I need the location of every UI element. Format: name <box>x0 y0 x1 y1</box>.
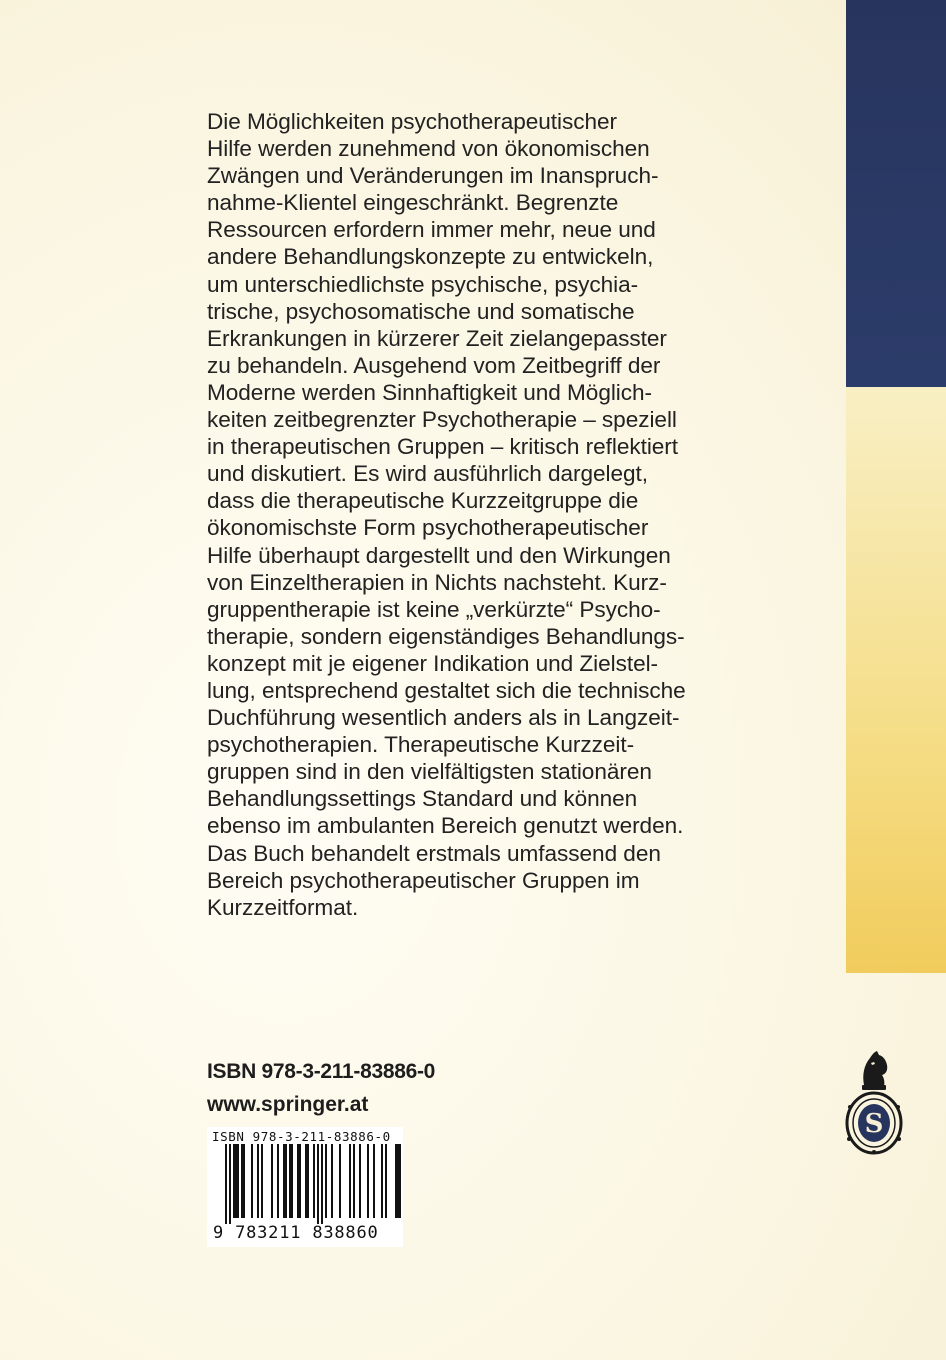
barcode-bar <box>305 1144 307 1218</box>
barcode-bar <box>307 1144 309 1218</box>
side-band-navy <box>846 0 946 387</box>
barcode-bar <box>297 1144 299 1218</box>
description-line: Zwängen und Veränderungen im Inanspruch- <box>207 163 659 189</box>
description-line: therapie, sondern eigenständiges Behandlungs- <box>207 623 685 649</box>
description-line: nahme-Klientel eingeschränkt. Begrenzte <box>207 190 619 216</box>
description-line: um unterschiedlichste psychische, psychia- <box>207 271 639 297</box>
barcode-bar <box>397 1144 399 1218</box>
barcode-bars-icon <box>207 1144 403 1224</box>
description-line: dass die therapeutische Kurzzeitgruppe die <box>207 488 639 514</box>
description-line: ebenso im ambulanten Bereich genutzt werden. <box>207 813 684 839</box>
logo-monogram: S <box>864 1109 884 1139</box>
barcode-bar <box>283 1144 285 1218</box>
barcode-bar <box>367 1144 369 1218</box>
barcode-bar <box>331 1144 333 1218</box>
description-line: Kurzzeitformat. <box>207 894 359 920</box>
barcode-bar <box>317 1144 319 1224</box>
description-line: psychotherapien. Therapeutische Kurzzeit- <box>207 732 635 758</box>
barcode-bar <box>385 1144 387 1218</box>
barcode-digits: 9 783211 838860 <box>213 1223 379 1243</box>
barcode-bar <box>257 1144 259 1218</box>
isbn-label: ISBN 978-3-211-83886-0 <box>207 1060 436 1083</box>
description-line: Hilfe überhaupt dargestellt und den Wirkungen <box>207 542 671 568</box>
cover-side-band <box>846 0 946 1360</box>
description-line: und diskutiert. Es wird ausführlich dargelegt, <box>207 461 649 487</box>
description-line: Bereich psychotherapeutischer Gruppen im <box>207 867 640 893</box>
barcode-bar <box>237 1144 239 1218</box>
description-line: zu behandeln. Ausgehend vom Zeitbegriff der <box>207 352 661 378</box>
barcode-bar <box>321 1144 323 1224</box>
barcode-bar <box>261 1144 263 1218</box>
barcode-bar <box>233 1144 235 1218</box>
barcode-isbn-label: ISBN 978-3-211-83886-0 <box>212 1129 391 1144</box>
barcode-bar <box>313 1144 315 1218</box>
description-line: konzept mit je eigener Indikation und Zielstel- <box>207 650 659 676</box>
barcode-bar <box>299 1144 301 1218</box>
barcode-bar <box>353 1144 355 1218</box>
description-line: ökonomischste Form psychotherapeutischer <box>207 515 649 541</box>
description-line: Duchführung wesentlich anders als in Langzeit- <box>207 705 680 731</box>
barcode-bar <box>285 1144 287 1218</box>
publisher-website-link[interactable]: www.springer.at <box>207 1093 369 1116</box>
barcode-bar <box>235 1144 237 1218</box>
barcode-bar <box>325 1144 327 1218</box>
springer-chess-knight-icon <box>840 1045 908 1155</box>
description-line: Die Möglichkeiten psychotherapeutischer <box>207 109 617 134</box>
barcode-bar <box>229 1144 231 1224</box>
barcode-bar <box>339 1144 341 1218</box>
book-description <box>207 108 767 921</box>
description-line: lung, entsprechend gestaltet sich die technische <box>207 677 686 703</box>
description-line: trische, psychosomatische und somatische <box>207 298 635 324</box>
description-line: gruppen sind in den vielfältigsten stationären <box>207 759 652 785</box>
description-line: Ressourcen erfordern immer mehr, neue und <box>207 217 656 243</box>
barcode-bar <box>359 1144 361 1218</box>
barcode <box>207 1127 403 1247</box>
description-line: Hilfe werden zunehmend von ökonomischen <box>207 136 650 162</box>
description-line: gruppentherapie ist keine „verkürzte“ Psycho- <box>207 596 661 622</box>
description-line: andere Behandlungskonzepte zu entwickeln, <box>207 244 654 270</box>
barcode-bar <box>291 1144 293 1218</box>
barcode-bar <box>399 1144 401 1218</box>
barcode-bar <box>289 1144 291 1218</box>
description-line: in therapeutischen Gruppen – kritisch reflektiert <box>207 434 679 460</box>
description-line: keiten zeitbegrenzter Psychotherapie – speziell <box>207 407 677 433</box>
barcode-bar <box>271 1144 273 1218</box>
barcode-bar <box>373 1144 375 1218</box>
barcode-bar <box>241 1144 243 1218</box>
barcode-bar <box>243 1144 245 1218</box>
description-line: Das Buch behandelt erstmals umfassend den <box>207 840 661 866</box>
description-line: Behandlungssettings Standard und können <box>207 786 638 812</box>
description-line: Moderne werden Sinnhaftigkeit und Möglich- <box>207 379 653 405</box>
barcode-bar <box>381 1144 383 1218</box>
barcode-bar <box>349 1144 351 1218</box>
description-line: von Einzeltherapien in Nichts nachsteht. Kurz- <box>207 569 667 595</box>
side-band-gold <box>846 387 946 973</box>
description-line: Erkrankungen in kürzerer Zeit zielangepasster <box>207 325 667 351</box>
barcode-bar <box>395 1144 397 1218</box>
barcode-bar <box>277 1144 279 1218</box>
springer-logo <box>840 1045 908 1155</box>
barcode-bar <box>251 1144 253 1218</box>
barcode-bar <box>225 1144 227 1224</box>
